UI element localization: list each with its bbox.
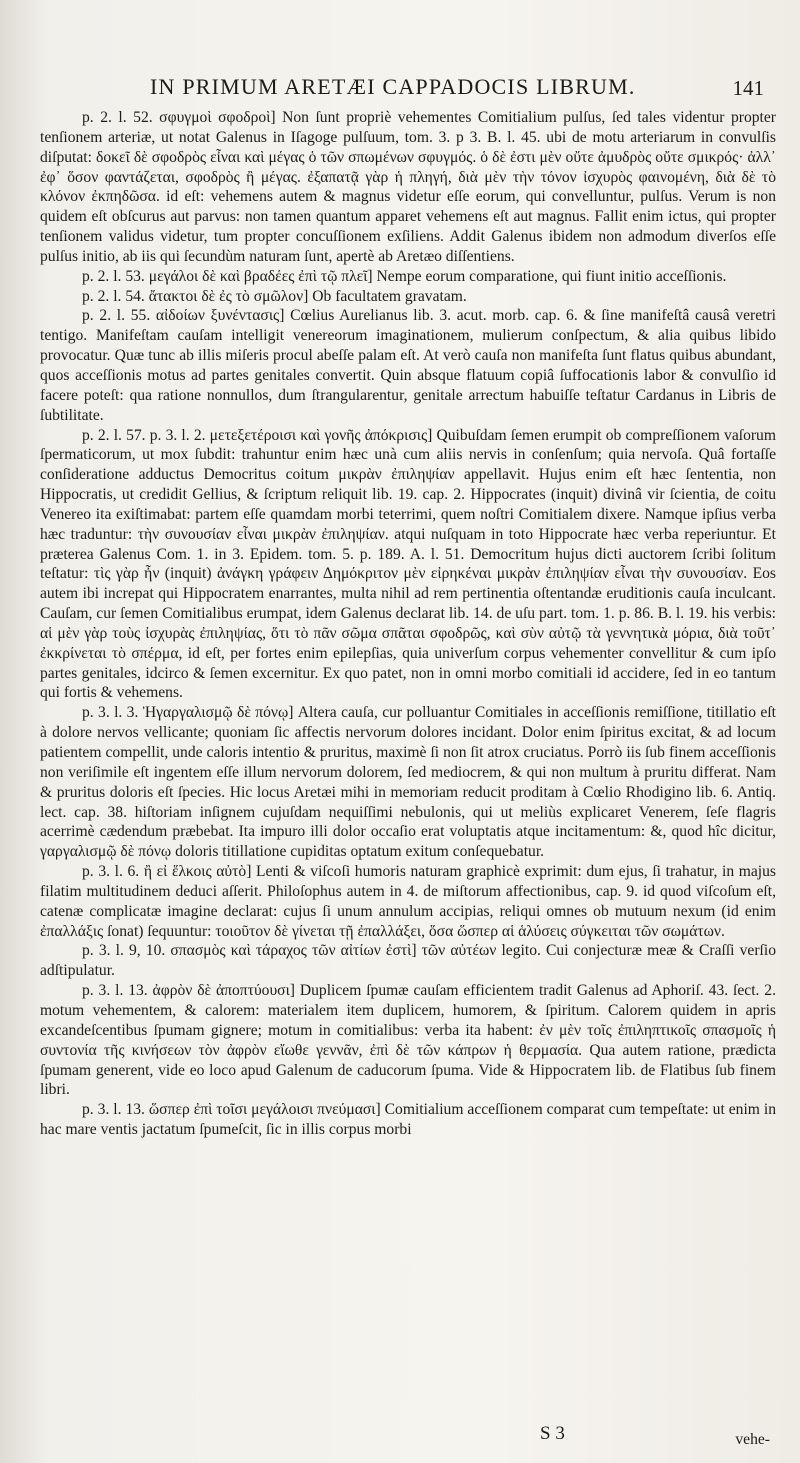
running-title: IN PRIMUM ARETÆI CAPPADOCIS LIBRUM. — [150, 74, 636, 99]
note-paragraph: p. 2. l. 53. μεγάλοι δὲ καὶ βραδέες ἐπὶ τῷ πλεῖ] Nempe eorum comparatione, qui fiunt initio acceſſionis. — [82, 267, 727, 285]
note-paragraph: p. 3. l. 13. ἀφρὸν δὲ ἀποπτύουσι] Duplicem ſpumæ cauſam efficientem tradit Galenus ad Aphoriſ. 43. ſect. 2. motum vehementem, & calorem: materialem item duplicem, humorem, & ſpiritum. Calorem quidem in apris excandeſcentibus ſpumam gignere; motum in comitialibus: verba ita habent: ἐν μὲν τοῖς ἐπιληπτικοῖς σπασμοῖς ἡ συντονία τῆς κινήσεων τὸν ἀφρὸν εἴωθε γεννᾶν, ἐπὶ δὲ τῶν κάπρων ἡ θερμασία. Qua autem ratione, prædicta ſpumam generent, vide eo loco apud Galenum de caducorum ſpuma. Vide & Hippocratem lib. de Flatibus ſub finem libri. — [40, 982, 776, 1099]
commentary-text — [40, 108, 776, 1140]
signature-mark: S 3 — [540, 1423, 565, 1444]
page-header — [0, 74, 800, 104]
note-paragraph: p. 3. l. 9, 10. σπασμὸς καὶ τάραχος τῶν αἰτίων ἐστὶ] τῶν αὐτέων legito. Cui conjecturæ meæ & Craſſi verſio adſtipulatur. — [40, 942, 776, 980]
catchword: vehe- — [735, 1431, 770, 1448]
note-paragraph: p. 2. l. 55. αἰδοίων ξυνέντασις] Cœlius Aurelianus lib. 3. acut. morb. cap. 6. & ſine manifeſtâ causâ veretri tentigo. Manifeſtam cauſam intelligit venereorum imaginationem, mulierum conſpectum, & alia quibus libido provocatur. Quæ tunc ab illis miſeris procul abeſſe palam eſt. At verò cauſa non manifeſta ſunt flatus quibus abundant, quos acceſſionis motus ad partes genitales convertit. Quin absque flatuum copiâ ſuffocationis labor & convulſio id facere poteſt: qua ratione nonnullos, dum ſtrangularentur, genitale arrectum habuiſſe teſtatur Cardanus in Libris de ſubtilitate. — [40, 307, 776, 424]
note-paragraph: p. 3. l. 13. ὥσπερ ἐπὶ τοῖσι μεγάλοισι πνεύμασι] Comitialium acceſſionem comparat cum tempeſtate: ut enim in hac mare ventis jactatum ſpumeſcit, ſic in illis corpus morbi — [40, 1101, 776, 1139]
note-paragraph: p. 3. l. 6. ἢ εἰ ἕλκοις αὐτὸ] Lenti & viſcoſi humoris naturam graphicè exprimit: dum ejus, ſi trahatur, in majus filatim multitudinem deduci aſſerit. Philoſophus autem in 4. de miſtorum affectionibus, cap. 9. id quod viſcoſum eſt, catenæ complicatæ imagine declarat: cujus ſi unum annulum accipias, reliqui omnes ob mutuum nexum (id enim ἐπαλλάξις ſonat) ſequuntur: τοιοῦτον δὲ γίνεται τῇ ἐπαλλάξει, ὅσα ὥσπερ αἱ ἁλύσεις σύγκειται τῶν σωμάτων. — [40, 863, 776, 940]
page-footer — [0, 1423, 800, 1463]
page-number: 141 — [732, 76, 764, 100]
note-paragraph: p. 2. l. 52. σφυγμοὶ σφοδροὶ] Non ſunt propriè vehementes Comitialium pulſus, ſed tales videntur propter tenſionem arteriæ, ut notat Galenus in Iſagoge pulſuum, tom. 3. p 3. B. l. 45. ubi de motu arteriarum in convulſis diſputat: δοκεῖ δὲ σφοδρὸς εἶναι καὶ μέγας ὁ τῶν σπωμένων σφυγμός. ὁ δὲ ἐστι μὲν οὔτε ἀμυδρὸς οὔτε σμικρός· ἀλλ᾽ ἐφ᾽ ὅσον φαντάζεται, σφοδρὸς ἢ μέγας. ἐξαπατᾷ γὰρ ἡ πληγή, διὰ μὲν τὴν τόνον ἰσχυρὸς φαινομένη, διὰ δὲ τὸ κλόνον ἐκπηδῶσα. id eſt: vehemens autem & magnus videtur eſſe eorum, qui convelluntur, pulſus. Verum is non quidem eſt obſcurus aut parvus: non tamen quantum apparet vehemens eſt aut magnus. Fallit enim ictus, qui propter tenſionem validus videtur, tum propter concuſſionem exſiliens. Addit Galenus ibidem non admodum diverſos eſſe pulſus initio, ab iis qui ſecundùm naturam ſunt, apertè ab Aretæo diſſentiens. — [40, 109, 776, 265]
note-paragraph: p. 3. l. 3. Ἠγαργαλισμῷ δὲ πόνῳ] Altera cauſa, cur polluantur Comitiales in acceſſionis remiſſione, titillatio eſt à dolore nervos vellicante; quoniam ſic affectis nervorum dolores incidant. Dolor enim ſpiritus excitat, & ad locum patientem compellit, unde caloris intentio & pruritus, maximè ſi non ſit atrox cruciatus. Porrò iis ſub finem acceſſionis non veriſimile eſt ingentem eſſe illum nervorum dolorem, ſed mediocrem, & qui non multum à pruritu differat. Nam & pruritus doloris eſt ſpecies. Hic locus Aretæi mihi in memoriam reducit proditam à Cœlio Rhodigino lib. 6. Antiq. lect. cap. 38. hiſtoriam inſignem cujuſdam nequiſſimi nebulonis, qui ut meliùs explicaret Venerem, ſeſe flagris acerrimè cædendum præbebat. Ita impuro illi dolor occaſio erat voluptatis atque incitamentum: &, quod hîc dicitur, γαργαλισμῷ δὲ πόνῳ doloris titillatione cupiditas optatum exitum conſequebatur. — [40, 704, 776, 861]
note-paragraph: p. 2. l. 54. ἄτακτοι δὲ ἐς τὸ σμῶλον] Ob facultatem gravatam. — [82, 287, 467, 305]
note-paragraph: p. 2. l. 57. p. 3. l. 2. μετεξετέροισι καὶ γονῆς ἀπόκρισις] Quibuſdam ſemen erumpit ob compreſſionem vaſorum ſpermaticorum, ut mox ſubdit: trahuntur enim hæc unà cum aliis nervis in conſenſum; quia nervoſa. Quâ fortaſſe conſideratione adductus Democritus coitum μικρὰν ἐπιληψίαν appellavit. Hujus enim eſt hæc ſententia, non Hippocratis, ut credidit Gellius, & ſcriptum reliquit lib. 19. cap. 2. Hippocrates (inquit) divinâ vir ſcientia, de coitu Venereo ita exiſtimabat: partem eſſe quamdam morbi teterrimi, quem noſtri Comitialem dixere. Namque ipſius verba hæc traduntur: τὴν συνουσίαν εἶναι μικρὰν ἐπιληψίαν. atqui nuſquam in toto Hippocrate hæc verba reperiuntur. Et præterea Galenus Com. 1. in 3. Epidem. tom. 5. p. 189. A. l. 51. Democritum hujus dicti auctorem ſcribi ſolitum teſtatur: τὶς γὰρ ἦν (inquit) ἀνάγκη γράφειν Δημόκριτον μὲν εἰρηκέναι μικρὰν ἐπιληψίαν εἶναι τὴν συνουσίαν. Eos autem ibi increpat qui Hippocratem enarrantes, multa nihil ad rem pertinentia oſtentandæ eruditionis cauſa inculcant. Cauſam, cur ſemen Comitialibus erumpat, idem Galenus declarat lib. 14. de uſu part. tom. 1. p. 86. B. l. 19. his verbis: αἱ μὲν γὰρ τοὺς ἰσχυρὰς ἐπιληψίας, ὅτι τὸ πᾶν σῶμα σπᾶται σφοδρῶς, καὶ σὺν αὐτῷ τὰ γεννητικὰ μόρια, διὰ τοῦτ᾽ ἐκκρίνεται τὸ σπέρμα, id eſt, per fortes enim epilepſias, quia univerſum corpus vehementer convellitur & cum ipſo partes genitales, idcirco & ſemen excernitur. Ex quo patet, non in omni morbo comitiali id accidere, ſed in eo tantum qui fortis & vehemens. — [40, 426, 776, 702]
